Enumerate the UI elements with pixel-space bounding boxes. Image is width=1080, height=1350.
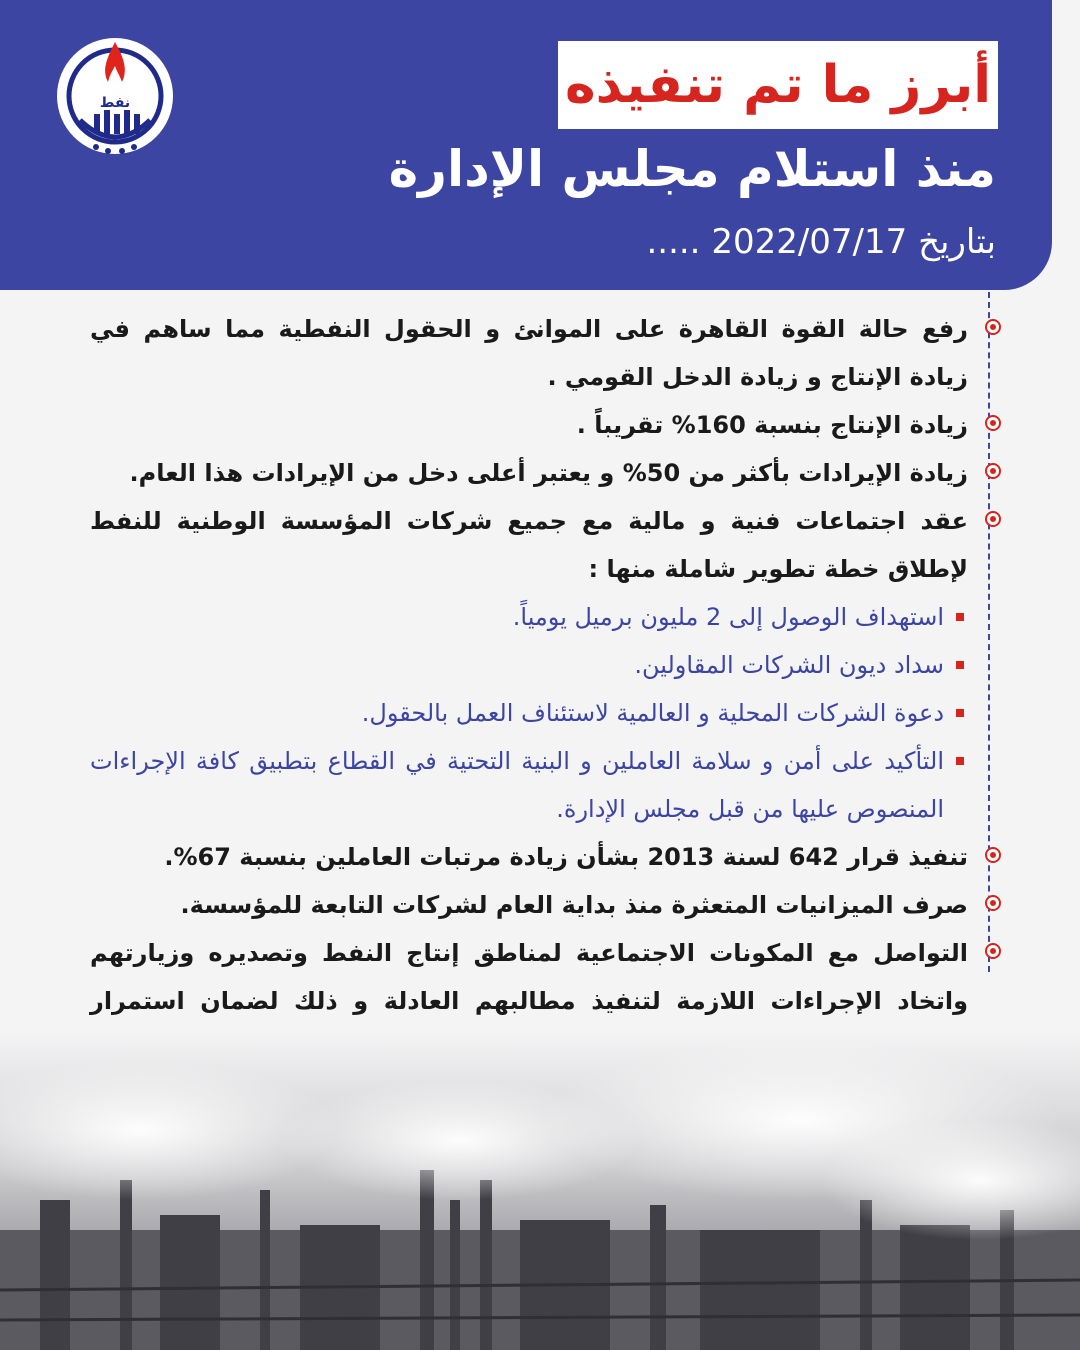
list-item: زيادة الإيرادات بأكثر من 50% و يعتبر أعلى دخل من الإيرادات هذا العام. [90, 449, 968, 497]
bullet-icon [985, 463, 1001, 479]
sub-list-item: دعوة الشركات المحلية و العالمية لاستئناف العمل بالحقول. [90, 689, 944, 737]
list-item: رفع حالة القوة القاهرة على الموانئ و الحقول النفطية مما ساهم في زيادة الإنتاج و زيادة الدخل القومي . [90, 305, 968, 401]
square-bullet-icon [956, 613, 964, 621]
square-bullet-icon [956, 709, 964, 717]
date-line: بتاريخ 2022/07/17 ..... [646, 222, 996, 262]
logo-text: نفط [99, 95, 131, 111]
achievements-list [90, 305, 968, 1073]
page-title: منذ استلام مجلس الإدارة [388, 140, 996, 198]
list-item: صرف الميزانيات المتعثرة منذ بداية العام لشركات التابعة للمؤسسة. [90, 881, 968, 929]
square-bullet-icon [956, 661, 964, 669]
bullet-icon [985, 415, 1001, 431]
header-banner [0, 0, 1052, 290]
sub-list-item: سداد ديون الشركات المقاولين. [90, 641, 944, 689]
oil-refinery-photo [0, 1030, 1080, 1350]
timeline-line [988, 292, 990, 972]
bullet-icon [985, 511, 1001, 527]
bullet-icon [985, 847, 1001, 863]
list-item: تنفيذ قرار 642 لسنة 2013 بشأن زيادة مرتبات العاملين بنسبة 67%. [90, 833, 968, 881]
noc-logo-icon [56, 30, 174, 160]
title-highlight-box [558, 41, 998, 129]
sub-list-item: التأكيد على أمن و سلامة العاملين و البنية التحتية في القطاع بتطبيق كافة الإجراءات المنصوص عليها من قبل مجلس الإدارة. [90, 737, 944, 833]
list-item: عقد اجتماعات فنية و مالية مع جميع شركات المؤسسة الوطنية للنفط لإطلاق خطة تطوير شاملة منها : [90, 497, 968, 593]
sub-list-item: استهداف الوصول إلى 2 مليون برميل يومياً. [90, 593, 944, 641]
bullet-icon [985, 943, 1001, 959]
bullet-icon [985, 895, 1001, 911]
list-item: زيادة الإنتاج بنسبة 160% تقريباً . [90, 401, 968, 449]
square-bullet-icon [956, 757, 964, 765]
list-item: التواصل مع المكونات الاجتماعية لمناطق إنتاج النفط وتصديره وزيارتهم واتخاد الإجراءات اللازمة لتنفيذ مطالبهم العادلة و ذلك لضمان استمرار [90, 929, 968, 1073]
bullet-icon [985, 319, 1001, 335]
title-highlight: أبرز ما تم تنفيذه [564, 55, 992, 115]
